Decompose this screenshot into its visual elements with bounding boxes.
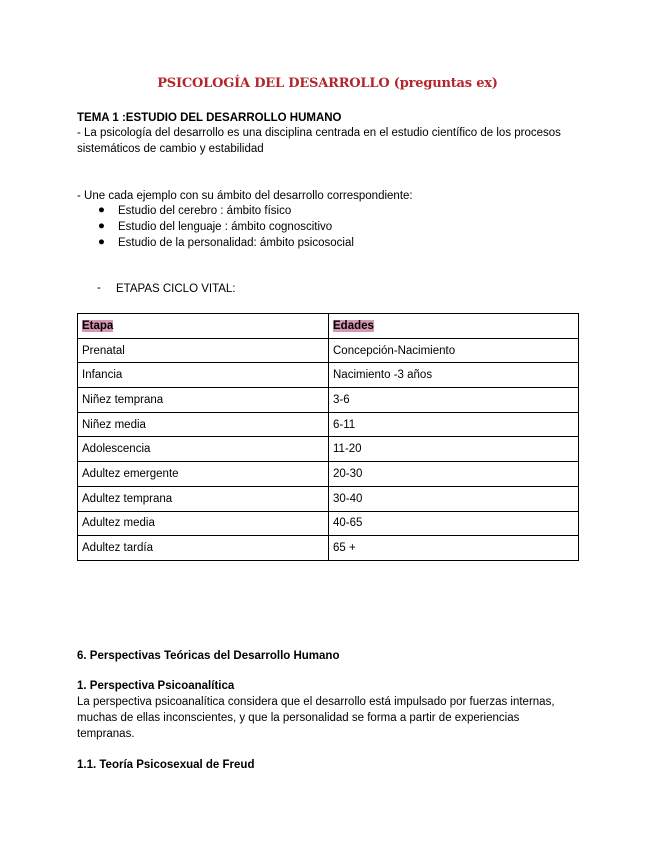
table-cell: Adolescencia <box>78 437 329 462</box>
stages-table <box>77 313 579 561</box>
table-cell: 3-6 <box>329 388 579 413</box>
bullet-icon: ● <box>98 236 105 248</box>
section-1-line-2: muchas de ellas inconscientes, y que la personalidad se forma a partir de experiencias <box>77 712 520 724</box>
bullet-item: Estudio del cerebro : ámbito físico <box>118 205 292 217</box>
intro-line-2: sistemáticos de cambio y estabilidad <box>77 143 264 155</box>
table-cell: Prenatal <box>78 338 329 363</box>
table-cell: Niñez media <box>78 412 329 437</box>
table-row <box>78 437 579 462</box>
table-row <box>78 536 579 561</box>
section-1-heading: 1. Perspectiva Psicoanalítica <box>77 680 235 692</box>
table-cell: 11-20 <box>329 437 579 462</box>
bullet-item: Estudio del lenguaje : ámbito cognoscitivo <box>118 221 333 233</box>
table-row <box>78 462 579 487</box>
bullet-icon: ● <box>98 220 105 232</box>
table-header-cell: Etapa <box>78 314 329 339</box>
stages-label: ETAPAS CICLO VITAL: <box>116 283 236 295</box>
table-cell: 30-40 <box>329 486 579 511</box>
table-row <box>78 338 579 363</box>
tema-heading: TEMA 1 :ESTUDIO DEL DESARROLLO HUMANO <box>77 112 342 124</box>
exercise-prompt: - Une cada ejemplo con su ámbito del desarrollo correspondiente: <box>77 190 413 202</box>
table-row <box>78 511 579 536</box>
table-row <box>78 363 579 388</box>
table-cell: Adultez temprana <box>78 486 329 511</box>
table-cell: Adultez media <box>78 511 329 536</box>
table-cell: Adultez tardía <box>78 536 329 561</box>
intro-line-1: - La psicología del desarrollo es una disciplina centrada en el estudio científico de los procesos <box>77 127 561 139</box>
table-header-row <box>78 314 579 339</box>
table-cell: 65 + <box>329 536 579 561</box>
table-cell: 20-30 <box>329 462 579 487</box>
table-cell: Niñez temprana <box>78 388 329 413</box>
table-row <box>78 486 579 511</box>
table-row <box>78 412 579 437</box>
section-1-line-1: La perspectiva psicoanalítica considera que el desarrollo está impulsado por fuerzas internas, <box>77 696 555 708</box>
table-header-cell: Edades <box>329 314 579 339</box>
section-6-heading: 6. Perspectivas Teóricas del Desarrollo Humano <box>77 650 340 662</box>
bullet-icon: ● <box>98 204 105 216</box>
table-cell: 6-11 <box>329 412 579 437</box>
section-1-line-3: tempranas. <box>77 728 135 740</box>
table-cell: Adultez emergente <box>78 462 329 487</box>
table-cell: Infancia <box>78 363 329 388</box>
table-cell: 40-65 <box>329 511 579 536</box>
document-title: PSICOLOGÍA DEL DESARROLLO (preguntas ex) <box>157 76 498 91</box>
section-1-1-heading: 1.1. Teoría Psicosexual de Freud <box>77 759 255 771</box>
table-cell: Nacimiento -3 años <box>329 363 579 388</box>
dash-icon: - <box>97 282 101 294</box>
table-row <box>78 388 579 413</box>
bullet-item: Estudio de la personalidad: ámbito psicosocial <box>118 237 354 249</box>
table-cell: Concepción-Nacimiento <box>329 338 579 363</box>
